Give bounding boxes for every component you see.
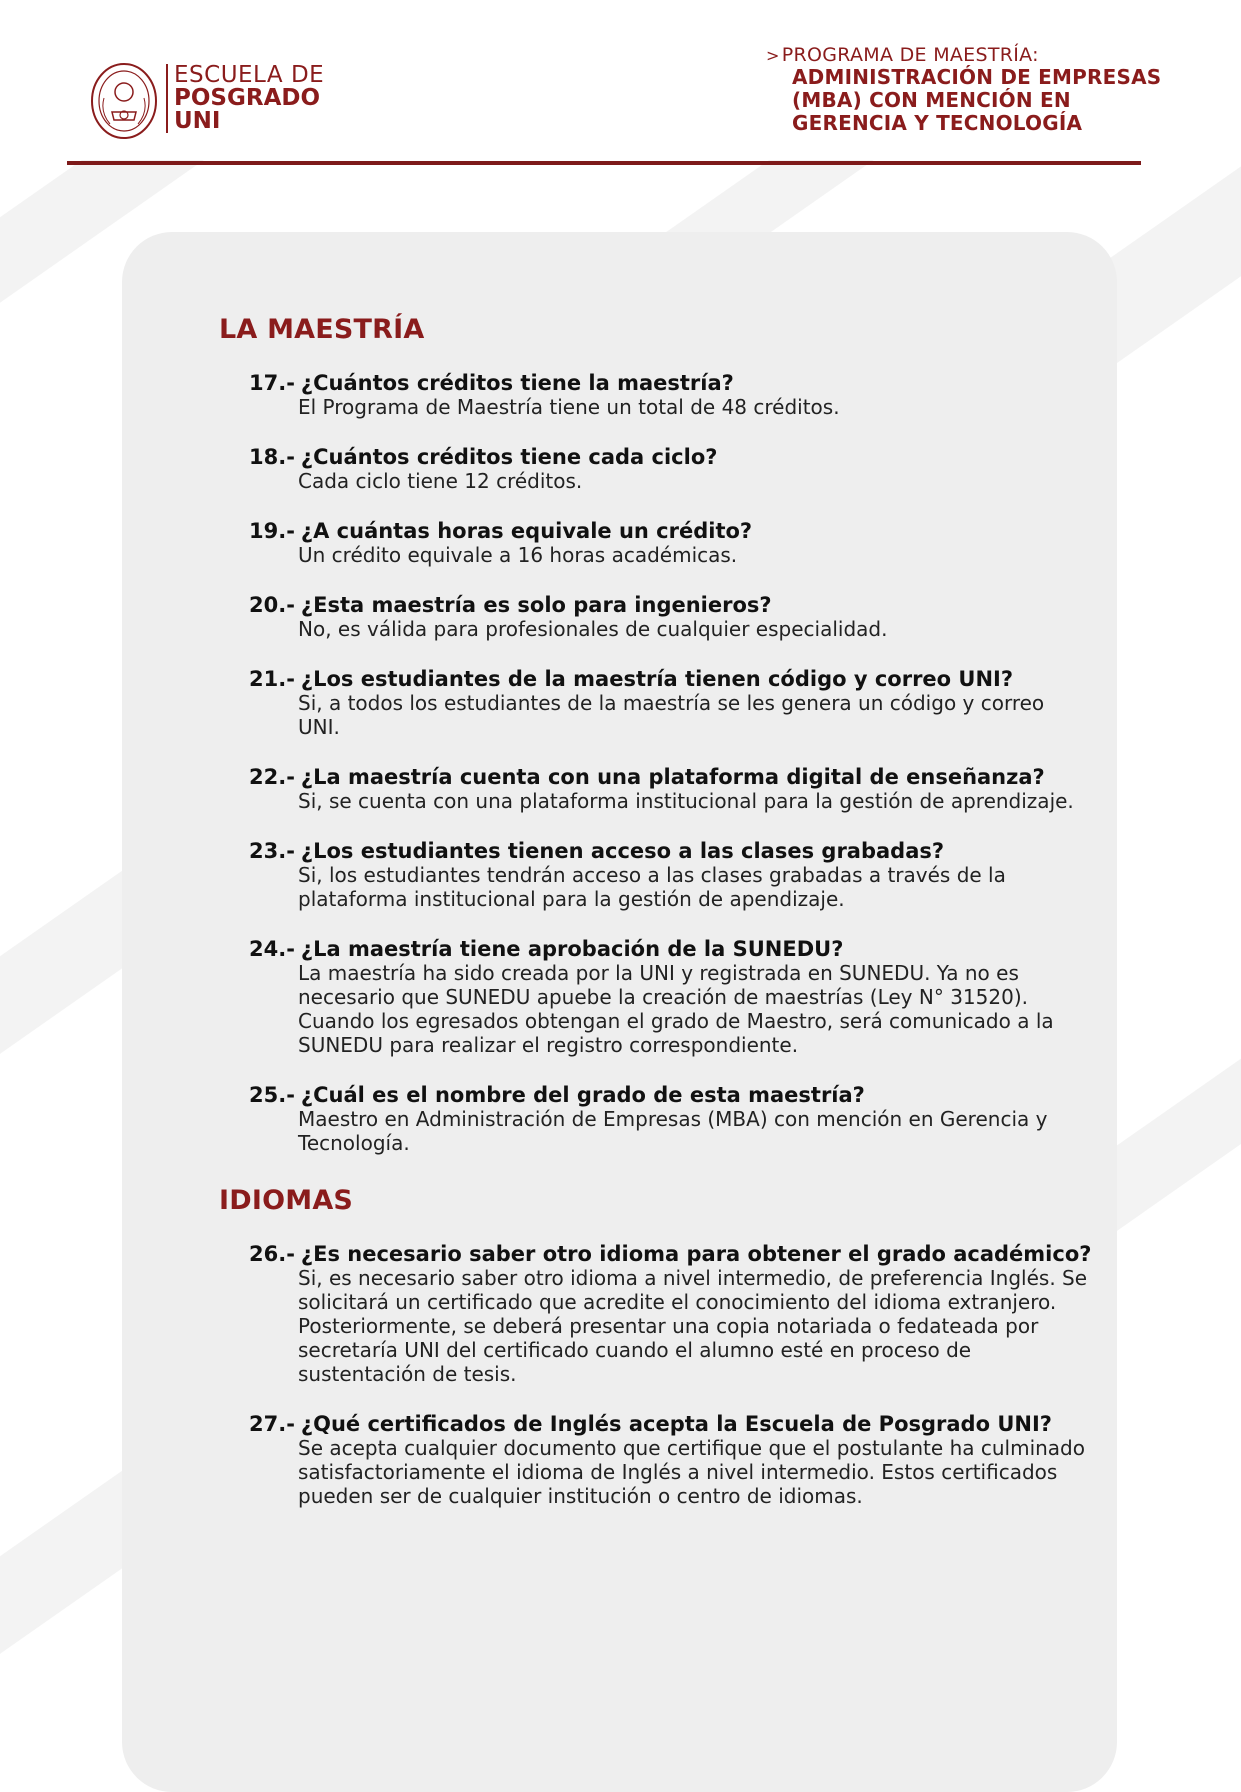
faq-item bbox=[249, 1242, 1092, 1386]
faq-number: 26.- bbox=[249, 1242, 295, 1266]
faq-answer: No, es válida para profesionales de cualquier especialidad. bbox=[298, 617, 888, 641]
faq-number: 21.- bbox=[249, 667, 295, 691]
faq-number: 25.- bbox=[249, 1083, 295, 1107]
faq-number: 17.- bbox=[249, 371, 295, 395]
program-label: PROGRAMA DE MAESTRÍA: bbox=[781, 44, 1039, 66]
faq-question-text: ¿A cuántas horas equivale un crédito? bbox=[300, 519, 753, 543]
faq-number: 18.- bbox=[249, 445, 295, 469]
faq-number: 23.- bbox=[249, 839, 295, 863]
faq-question bbox=[249, 765, 1089, 789]
faq-number: 24.- bbox=[249, 937, 295, 961]
logo-wordmark bbox=[166, 64, 324, 133]
faq-content bbox=[219, 314, 1092, 1534]
faq-question-text: ¿Cuál es el nombre del grado de esta maestría? bbox=[300, 1083, 865, 1107]
faq-item bbox=[249, 371, 1089, 419]
faq-number: 27.- bbox=[249, 1412, 295, 1436]
logo-line-3: UNI bbox=[174, 108, 221, 134]
faq-number: 19.- bbox=[249, 519, 295, 543]
faq-item bbox=[249, 445, 1089, 493]
faq-answer: Si, se cuenta con una plataforma institucional para la gestión de aprendizaje. bbox=[298, 789, 1074, 813]
faq-answer: Cada ciclo tiene 12 créditos. bbox=[298, 469, 583, 493]
faq-question bbox=[249, 445, 1089, 469]
faq-number: 22.- bbox=[249, 765, 295, 789]
program-heading bbox=[766, 44, 1186, 135]
faq-item bbox=[249, 667, 1089, 739]
faq-question bbox=[249, 371, 1089, 395]
faq-item bbox=[249, 519, 1089, 567]
logo-line-1: ESCUELA DE bbox=[174, 62, 325, 88]
faq-item bbox=[249, 1083, 1089, 1155]
chevron-right-icon: > bbox=[766, 46, 780, 65]
faq-question bbox=[249, 1242, 1092, 1266]
faq-item bbox=[249, 937, 1089, 1057]
faq-item bbox=[249, 593, 1089, 641]
uni-seal-icon bbox=[90, 62, 158, 140]
faq-list bbox=[219, 371, 1089, 1155]
faq-question-text: ¿Los estudiantes de la maestría tienen código y correo UNI? bbox=[300, 667, 1014, 691]
faq-number: 20.- bbox=[249, 593, 295, 617]
faq-question bbox=[249, 667, 1089, 691]
faq-question-text: ¿La maestría tiene aprobación de la SUNEDU? bbox=[300, 937, 844, 961]
faq-question-text: ¿Es necesario saber otro idioma para obtener el grado académico? bbox=[300, 1242, 1092, 1266]
faq-question bbox=[249, 1083, 1089, 1107]
faq-question-text: ¿Los estudiantes tienen acceso a las clases grabadas? bbox=[300, 839, 945, 863]
faq-question-text: ¿Cuántos créditos tiene cada ciclo? bbox=[300, 445, 718, 469]
faq-answer: La maestría ha sido creada por la UNI y registrada en SUNEDU. Ya no es necesario que SUNEDU apuebe la creación de maestrías (Ley N° 31520). Cuando los egresados obtengan el grado de Maestro, será comunicado a la SUNEDU para realizar el registro correspondiente. bbox=[298, 961, 1054, 1057]
faq-answer: El Programa de Maestría tiene un total de 48 créditos. bbox=[298, 395, 840, 419]
page-header bbox=[0, 0, 1241, 160]
program-title-line-2: (MBA) CON MENCIÓN EN bbox=[792, 88, 1071, 112]
faq-question bbox=[249, 1412, 1089, 1436]
faq-answer: Un crédito equivale a 16 horas académicas. bbox=[298, 543, 738, 567]
faq-answer: Se acepta cualquier documento que certifique que el postulante ha culminado satisfactoriamente el idioma de Inglés a nivel intermedio. Estos certificados pueden ser de cualquier institución o centro de idiomas. bbox=[298, 1436, 1085, 1508]
faq-question-text: ¿La maestría cuenta con una plataforma digital de enseñanza? bbox=[300, 765, 1045, 789]
faq-answer: Si, es necesario saber otro idioma a nivel intermedio, de preferencia Inglés. Se solicitará un certificado que acredite el conocimiento del idioma extranjero. Posteriormente, se deberá presentar una copia notariada o fedateada por secretaría UNI del certificado cuando el alumno esté en proceso de sustentación de tesis. bbox=[298, 1266, 1088, 1386]
faq-question-text: ¿Qué certificados de Inglés acepta la Escuela de Posgrado UNI? bbox=[300, 1412, 1052, 1436]
program-title-line-1: ADMINISTRACIÓN DE EMPRESAS bbox=[792, 65, 1162, 89]
faq-answer: Si, los estudiantes tendrán acceso a las clases grabadas a través de la plataforma institucional para la gestión de apendizaje. bbox=[298, 863, 1006, 911]
faq-answer: Maestro en Administración de Empresas (MBA) con mención en Gerencia y Tecnología. bbox=[298, 1107, 1048, 1155]
faq-question bbox=[249, 519, 1089, 543]
faq-question-text: ¿Cuántos créditos tiene la maestría? bbox=[300, 371, 734, 395]
faq-item bbox=[249, 839, 1089, 911]
faq-list bbox=[219, 1242, 1092, 1508]
program-title-line-3: GERENCIA Y TECNOLOGÍA bbox=[792, 111, 1083, 135]
logo-line-2: POSGRADO bbox=[174, 85, 321, 111]
faq-question-text: ¿Esta maestría es solo para ingenieros? bbox=[300, 593, 772, 617]
faq-question bbox=[249, 839, 1089, 863]
header-divider bbox=[67, 161, 1141, 165]
faq-question bbox=[249, 593, 1089, 617]
section-title: IDIOMAS bbox=[219, 1185, 354, 1216]
faq-item bbox=[249, 1412, 1089, 1508]
section-title: LA MAESTRÍA bbox=[219, 314, 425, 345]
faq-question bbox=[249, 937, 1089, 961]
faq-answer: Si, a todos los estudiantes de la maestría se les genera un código y correo UNI. bbox=[298, 691, 1045, 739]
faq-item bbox=[249, 765, 1089, 813]
